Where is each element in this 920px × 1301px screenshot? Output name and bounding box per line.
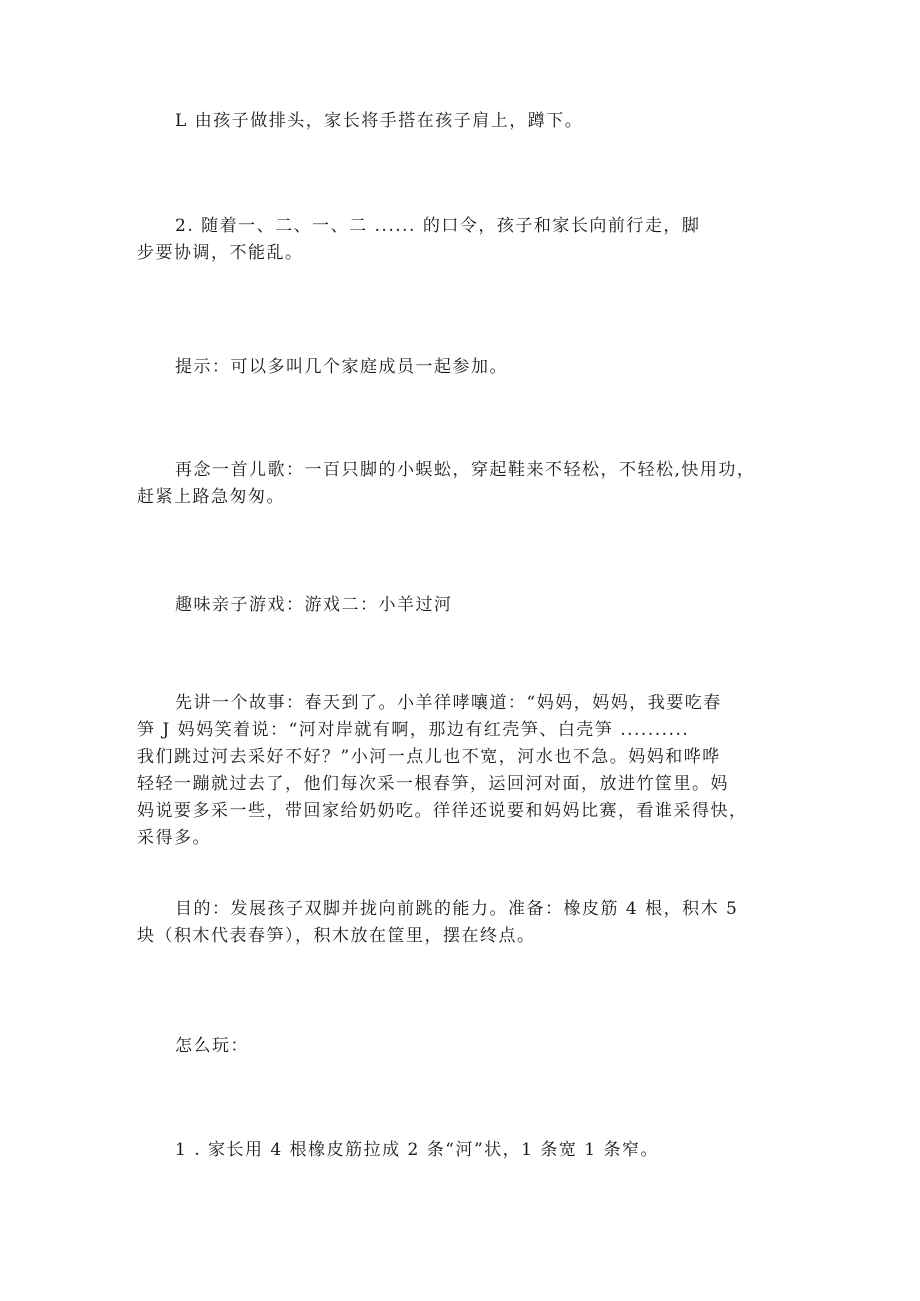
paragraph-line: 目的：发展孩子双脚并拢向前跳的能力。准备：橡皮筋 4 根，积木 5	[175, 899, 739, 919]
paragraph-line: 轻轻一蹦就过去了，他们每次采一根春笋，运回河对面，放进竹筐里。妈	[137, 774, 729, 794]
paragraph-9	[137, 1137, 807, 1164]
paragraph-line: 怎么玩：	[175, 1036, 249, 1056]
paragraph-line: 笋 J 妈妈笑着说：“河对岸就有啊，那边有红壳笋、白壳笋 ..........	[137, 720, 690, 740]
paragraph-4	[137, 457, 807, 511]
paragraph-7	[137, 896, 807, 950]
paragraph-6	[137, 690, 807, 852]
paragraph-line: 提示：可以多叫几个家庭成员一起参加。	[175, 357, 508, 377]
paragraph-line: 块（积木代表春笋），积木放在筐里，摆在终点。	[137, 926, 536, 946]
paragraph-line: 2. 随着一、二、一、二 ...... 的口令，孩子和家长向前行走，脚	[175, 216, 701, 236]
paragraph-line: 1 . 家长用 4 根橡皮筋拉成 2 条“河”状，1 条宽 1 条窄。	[175, 1140, 659, 1160]
paragraph-1	[137, 108, 807, 135]
paragraph-line: L 由孩子做排头，家长将手搭在孩子肩上，蹲下。	[175, 111, 584, 131]
paragraph-line: 妈说要多采一些，带回家给奶奶吃。徉徉还说要和妈妈比赛，看谁采得快，	[137, 801, 748, 821]
paragraph-5	[137, 592, 807, 619]
paragraph-line: 步要协调，不能乱。	[137, 243, 304, 263]
paragraph-line: 采得多。	[137, 828, 211, 848]
paragraph-line: 再念一首儿歌：一百只脚的小蜈蚣，穿起鞋来不轻松，不轻松,快用功，	[175, 460, 756, 480]
paragraph-line: 先讲一个故事：春天到了。小羊徉哮嚷道：“妈妈，妈妈，我要吃春	[175, 693, 722, 713]
paragraph-8	[137, 1033, 807, 1060]
paragraph-3	[137, 354, 807, 381]
paragraph-2	[137, 213, 807, 267]
paragraph-line: 赶紧上路急匆匆。	[137, 487, 285, 507]
paragraph-line: 趣味亲子游戏：游戏二：小羊过河	[175, 595, 453, 615]
paragraph-line: 我们跳过河去采好不好？”小河一点儿也不宽，河水也不急。妈妈和哗哗	[137, 747, 721, 767]
